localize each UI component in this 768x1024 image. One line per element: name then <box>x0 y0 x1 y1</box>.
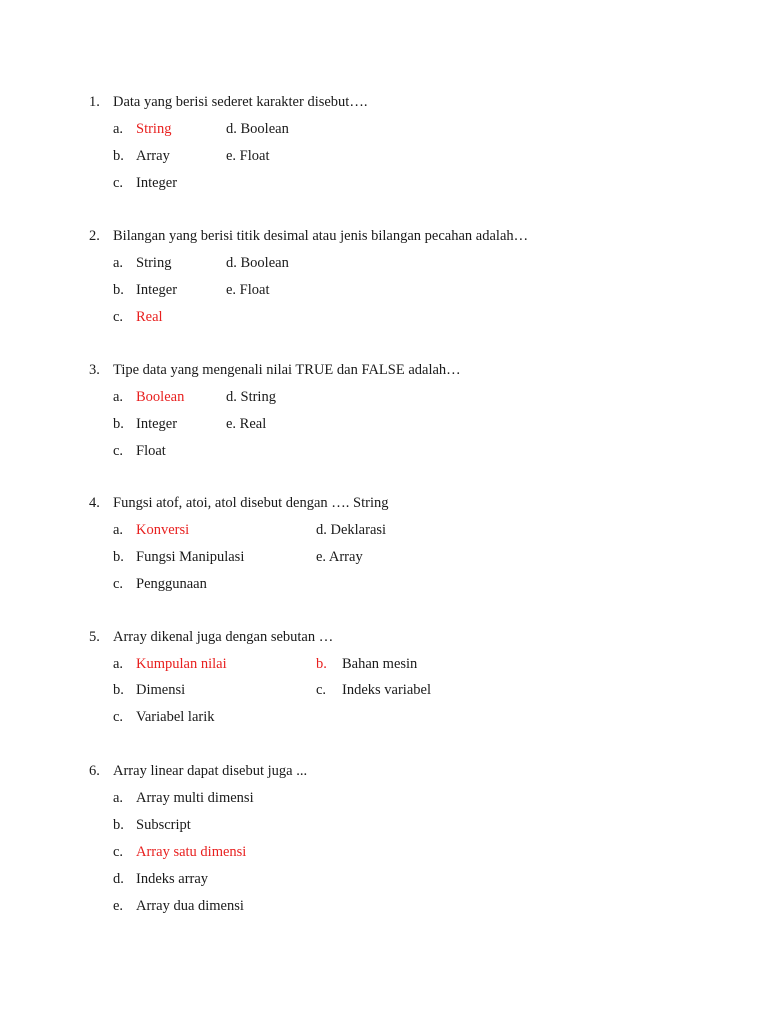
option-text-correct: Konversi <box>136 522 190 538</box>
question-number: 4. <box>89 495 100 511</box>
option-row <box>0 441 768 461</box>
option-text-correct: Boolean <box>136 389 185 405</box>
option-row <box>0 520 768 540</box>
option-text: Indeks variabel <box>342 682 431 698</box>
option-letter: c. <box>113 576 124 592</box>
option-text: Integer <box>136 282 178 298</box>
option-row <box>0 788 768 808</box>
question-text: Fungsi atof, atoi, atol disebut dengan …. String <box>113 495 389 511</box>
question-5 <box>0 627 768 647</box>
option-row <box>0 307 768 327</box>
option-row <box>0 173 768 193</box>
option-text: d. Boolean <box>226 121 289 137</box>
option-letter: a. <box>113 121 124 137</box>
option-letter: b. <box>113 282 124 298</box>
option-text-correct: String <box>136 121 172 137</box>
option-text: Float <box>136 443 166 459</box>
option-row <box>0 869 768 889</box>
option-text-correct: Real <box>136 309 163 325</box>
option-row <box>0 842 768 862</box>
option-text-correct: Array satu dimensi <box>136 844 247 860</box>
question-number: 1. <box>89 94 100 110</box>
option-letter: c. <box>113 709 124 725</box>
option-letter: b. <box>113 817 124 833</box>
option-row <box>0 280 768 300</box>
question-3 <box>0 360 768 380</box>
question-6 <box>0 761 768 781</box>
option-text: d. String <box>226 389 276 405</box>
option-text-correct: Kumpulan nilai <box>136 656 227 672</box>
option-row <box>0 146 768 166</box>
option-text: Dimensi <box>136 682 186 698</box>
option-text: Fungsi Manipulasi <box>136 549 245 565</box>
option-text: Penggunaan <box>136 576 207 592</box>
question-text: Array linear dapat disebut juga ... <box>113 763 308 779</box>
option-letter: a. <box>113 522 124 538</box>
option-letter: c. <box>316 682 327 698</box>
option-row <box>0 253 768 273</box>
option-text: Bahan mesin <box>342 656 418 672</box>
question-text: Tipe data yang mengenali nilai TRUE dan FALSE adalah… <box>113 362 461 378</box>
option-text: Array <box>136 148 170 164</box>
option-row <box>0 896 768 916</box>
option-text: Array dua dimensi <box>136 898 244 914</box>
option-text: Array multi dimensi <box>136 790 254 806</box>
option-row <box>0 654 768 674</box>
question-number: 6. <box>89 763 100 779</box>
option-row <box>0 547 768 567</box>
option-letter: b. <box>113 682 124 698</box>
option-letter: d. <box>113 871 124 887</box>
option-letter: e. <box>113 898 124 914</box>
question-number: 3. <box>89 362 100 378</box>
question-text: Array dikenal juga dengan sebutan … <box>113 629 334 645</box>
question-2 <box>0 226 768 246</box>
option-text: Integer <box>136 175 178 191</box>
option-row <box>0 387 768 407</box>
option-text: e. Real <box>226 416 267 432</box>
question-1 <box>0 92 768 112</box>
option-row <box>0 707 768 727</box>
option-row <box>0 680 768 700</box>
option-text: String <box>136 255 172 271</box>
option-row <box>0 119 768 139</box>
option-letter: a. <box>113 389 124 405</box>
option-row <box>0 815 768 835</box>
option-text: d. Boolean <box>226 255 289 271</box>
option-text: Indeks array <box>136 871 209 887</box>
option-row <box>0 414 768 434</box>
option-text: d. Deklarasi <box>316 522 387 538</box>
question-text: Data yang berisi sederet karakter disebut…. <box>113 94 368 110</box>
option-letter: c. <box>113 309 124 325</box>
question-4 <box>0 493 768 513</box>
option-letter: b. <box>113 416 124 432</box>
option-letter: a. <box>113 790 124 806</box>
option-text: Integer <box>136 416 178 432</box>
option-letter: c. <box>113 175 124 191</box>
option-text: e. Float <box>226 282 270 298</box>
option-letter-correct: b. <box>316 656 327 672</box>
option-row <box>0 574 768 594</box>
question-number: 5. <box>89 629 100 645</box>
option-text: Variabel larik <box>136 709 215 725</box>
option-letter: c. <box>113 443 124 459</box>
option-letter: a. <box>113 255 124 271</box>
question-number: 2. <box>89 228 100 244</box>
question-text: Bilangan yang berisi titik desimal atau jenis bilangan pecahan adalah… <box>113 228 529 244</box>
option-letter: c. <box>113 844 124 860</box>
option-letter: b. <box>113 549 124 565</box>
option-letter: b. <box>113 148 124 164</box>
option-text: Subscript <box>136 817 191 833</box>
option-letter: a. <box>113 656 124 672</box>
option-text: e. Array <box>316 549 363 565</box>
option-text: e. Float <box>226 148 270 164</box>
